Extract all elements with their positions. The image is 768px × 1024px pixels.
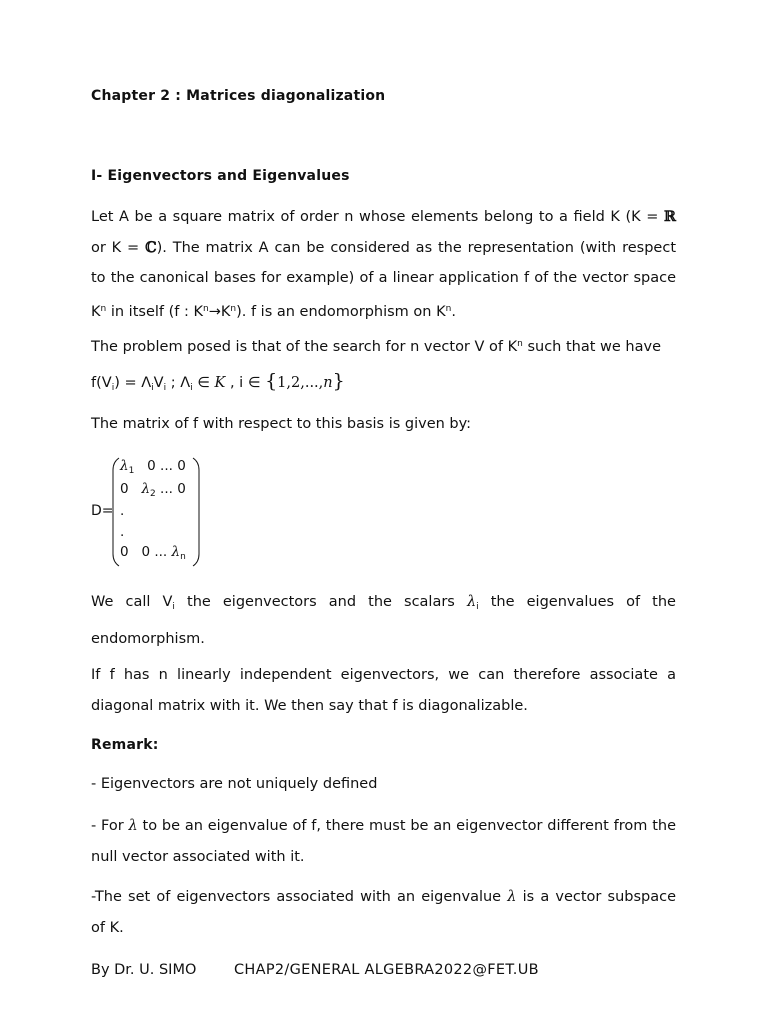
- complex-numbers-symbol: ℂ: [145, 238, 157, 256]
- matrix-row-3: .: [120, 503, 125, 519]
- real-numbers-symbol: ℝ: [663, 208, 676, 225]
- paragraph-problem: The problem posed is that of the search for n vector V of $K^n$ such that we have: [91, 339, 662, 355]
- matrix-row-1: $\lambda_1$ 0 ... 0: [120, 458, 186, 476]
- remark-title: Remark:: [91, 737, 159, 753]
- remark-item-1: - Eigenvectors are not uniquely defined: [91, 776, 378, 792]
- paragraph-eigen-definition: We call $V_i$ the eigenvectors and the scalars $\lambda_i$ the eigenvalues of the endomorphism.: [91, 594, 676, 647]
- section-title: I- Eigenvectors and Eigenvalues: [91, 168, 350, 184]
- paragraph-matrix-intro: The matrix of f with respect to this basis is given by:: [91, 416, 472, 432]
- matrix-row-2: 0 $\lambda_2$ ... 0: [120, 481, 186, 499]
- footer-reference: CHAP2/GENERAL ALGEBRA2022@FET.UB: [234, 962, 539, 978]
- matrix-label: D=: [91, 503, 114, 519]
- diagonal-matrix: [112, 456, 200, 568]
- matrix-row-4: .: [120, 524, 125, 540]
- paragraph-diagonalizable: If f has n linearly independent eigenvectors, we can therefore associate a diagonal matrix with it. We then say that f is diagonalizable.: [91, 667, 676, 714]
- remark-item-2: - For λ to be an eigenvalue of f, there must be an eigenvector different from the null vector associated with it.: [91, 818, 676, 865]
- matrix-row-5: 0 0 ... $\lambda_n$: [120, 544, 186, 562]
- chapter-title: Chapter 2 : Matrices diagonalization: [91, 88, 386, 104]
- footer-author: By Dr. U. SIMO: [91, 962, 197, 978]
- eigen-equation: $f(V_i) = \Lambda_iV_i$ ; $\Lambda_i$ ∈ K , i ∈ {1,2,...,n}: [91, 370, 345, 393]
- paragraph-definition: Let A be a square matrix of order n whose elements belong to a field K (K = ℝ or K = ℂ). The matrix A can be considered as the representation (with respect to the canonical bases for example) of a linear application f of the vector space $K^n$ in itself (f : $K^n\to K^n$). f is an endomorphism on $K^n$.: [91, 208, 676, 320]
- remark-item-3: -The set of eigenvectors associated with an eigenvalue λ is a vector subspace of K.: [91, 889, 676, 936]
